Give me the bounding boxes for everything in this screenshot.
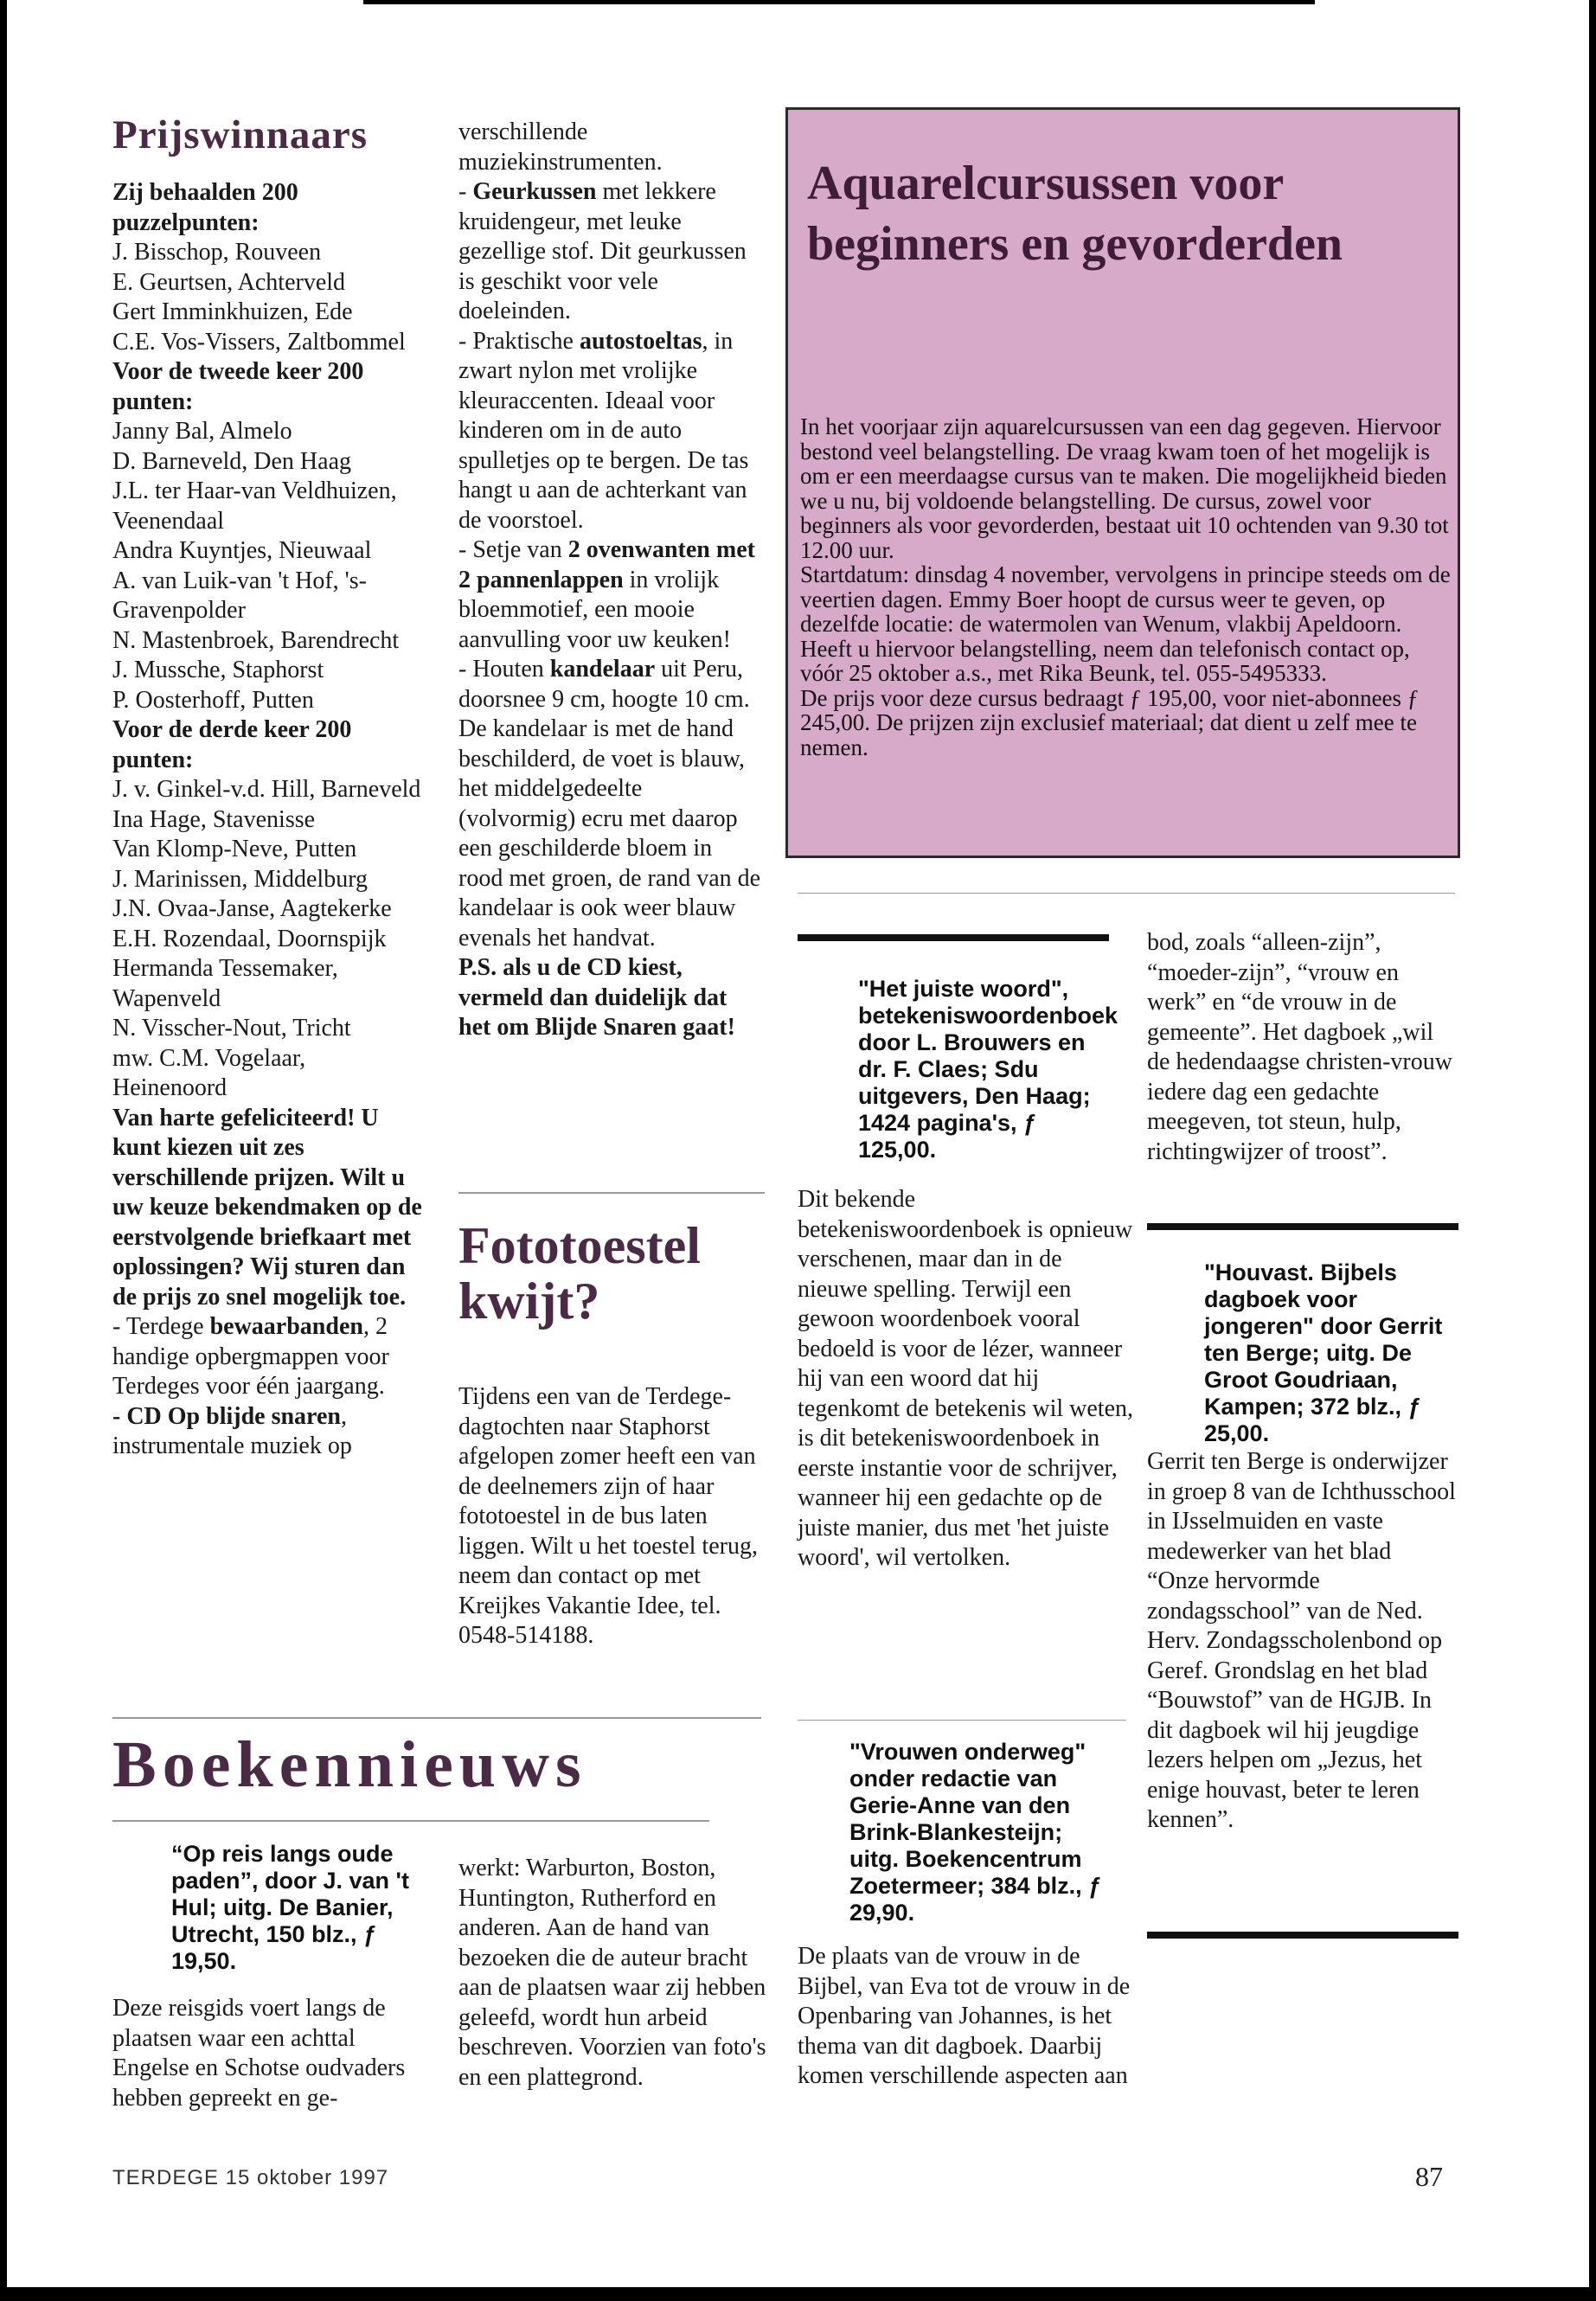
winner-name: J.L. ter Haar-van Veldhuizen, Veenendaal	[112, 478, 397, 535]
winner-name: P. Oosterhoff, Putten	[112, 686, 314, 714]
winner-name: J. v. Ginkel-v.d. Hill, Barneveld	[112, 776, 421, 803]
winner-name: N. Visscher-Nout, Tricht	[112, 1015, 351, 1042]
winner-list	[112, 178, 424, 1104]
review-reis-body	[112, 1994, 424, 2113]
review-reis-text-a: Deze reisgids voert langs de plaatsen waar een achttal Engelse en Schotse oudvaders hebben gepreekt en ge-	[112, 1995, 406, 2112]
winner-name: mw. C.M. Vogelaar, Heinenoord	[112, 1044, 306, 1101]
prijswinnaars-column	[112, 111, 424, 1462]
winner-name: Hermanda Tessemaker, Wapenveld	[112, 955, 338, 1012]
review-vrouwen-body: De plaats van de vrouw in de Bijbel, van Eva tot de vrouw in de Openbaring van Johannes, is het thema van dit dagboek. Daarbij komen verschillende aspecten aan	[798, 1943, 1131, 2089]
winner-name: Andra Kuyntjes, Nieuwaal	[112, 537, 372, 564]
divider-rule	[112, 1717, 761, 1719]
review-houvast-title: "Houvast. Bijbels dagboek voor jongeren" door Gerrit ten Berge; uitg. De Groot Goudriaan, Kampen; 372 blz., ƒ 25,00.	[1204, 1259, 1443, 1446]
review-woord-body: Dit bekende betekeniswoordenboek is opnieuw verschenen, maar dan in de nieuwe spelling. Terwijl een gewoon woordenboek vooral bedoeld is voor de lézer, wanneer hij van een woord dat hij tegenkomt de betekenis wil weten, is dit betekeniswoordenboek in eerste instantie voor de schrijver, wanneer hij een gedachte op de juiste manier, dus met 'het juiste woord', wil vertolken.	[798, 1186, 1133, 1571]
prize-item-bewaarbanden: - Terdege bewaarbanden, 2 handige opbergmappen voor Terdeges voor één jaargang.	[112, 1313, 389, 1400]
fototoestel-body: Tijdens een van de Terdege-dagtochten naar Staphorst afgelopen zomer heeft een van de deelnemers zijn of haar fototoestel in de bus laten liggen. Wilt u het toestel terug, neem dan contact op met Kreijkes Vakantie Idee, tel. 0548-514188.	[458, 1383, 758, 1649]
prize-item-ovenwanten: - Setje van 2 ovenwanten met 2 pannenlappen in vrolijk bloemmotief, een mooie aanvulling voor uw keuken!	[458, 536, 755, 653]
aquarel-paragraph: In het voorjaar zijn aquarelcursussen van een dag gegeven. Hiervoor bestond veel belangstelling. De vraag kwam toen of het mogelijk is om er een meerdaagse cursus van te maken. Die mogelijkheid bieden we u nu, bij voldoende belangstelling. De cursus, zowel voor beginners als voor gevorderden, bestaat uit 10 ochtenden van 9.30 tot 12.00 uur.	[800, 413, 1449, 563]
aquarel-box	[785, 107, 1460, 858]
page-frame-top	[363, 0, 1315, 4]
aquarel-title: Aquarelcursussen voor beginners en gevorderden	[807, 157, 1343, 271]
winner-name: Van Klomp-Neve, Putten	[112, 836, 357, 862]
review-woord-title: "Het juiste woord", betekeniswoordenboek door L. Brouwers en dr. F. Claes; Sdu uitgevers, Den Haag; 1424 pagina's, ƒ 125,00.	[858, 976, 1118, 1163]
review-reis-text-b: werkt: Warburton, Boston, Huntington, Rutherford en anderen. Aan de hand van bezoeken die de auteur bracht aan de plaatsen waar zij hebben geleefd, wordt hun arbeid beschreven. Voorzien van foto's en een plattegrond.	[458, 1855, 766, 2091]
aquarel-body	[800, 414, 1451, 760]
page-frame-right	[1589, 0, 1596, 2301]
review-houvast-body: Gerrit ten Berge is onderwijzer in groep 8 van de Ichthusschool in IJsselmuiden en vaste medewerker van het blad “Onze hervormde zondagsschool” van de Ned. Herv. Zondagsscholenbond op Geref. Grondslag en het blad “Bouwstof” van de HGJB. In dit dagboek wil hij jeugdige lezers helpen om „Jezus, het enige houvast, beter te leren kennen”.	[1147, 1448, 1456, 1833]
winner-name: E.H. Rozendaal, Doornspijk	[112, 925, 387, 952]
page-number: 87	[1415, 2161, 1443, 2192]
divider-rule	[798, 893, 1455, 894]
prize-item-kandelaar: - Houten kandelaar uit Peru, doorsnee 9 cm, hoogte 10 cm. De kandelaar is met de hand beschilderd, de voet is blauw, het middelgedeelte (volvormig) ecru met daarop een geschilderde bloem in rood met groen, de rand van de kandelaar is ook weer blauw evenals het handvat.	[458, 656, 761, 952]
winner-name: Janny Bal, Almelo	[112, 418, 292, 445]
winner-name: D. Barneveld, Den Haag	[112, 447, 352, 475]
review-vrouwen-title: "Vrouwen onderweg" onder redactie van Gerie-Anne van den Brink-Blankesteijn; uitg. Boekencentrum Zoetermeer; 384 blz., ƒ 29,90.	[849, 1739, 1102, 1926]
aquarel-paragraph: Startdatum: dinsdag 4 november, vervolgens in principe steeds om de veertien dagen. Emmy Boer hoopt de cursus weer te geven, op dezelfde locatie: de watermolen van Wenum, vlakbij Apeldoorn.	[800, 561, 1451, 637]
prizes-column	[458, 118, 761, 1043]
divider-rule	[112, 1820, 709, 1822]
congrats-text: Van harte gefeliciteerd! U kunt kiezen uit zes verschillende prijzen. Wilt u uw keuze bekendmaken op de eerstvolgende briefkaart met oplossingen? Wij sturen dan de prijs zo snel mogelijk toe.	[112, 1104, 422, 1311]
page-frame-left	[0, 0, 7, 2301]
winner-name: C.E. Vos-Vissers, Zaltbommel	[112, 328, 406, 356]
footer-issue: TERDEGE 15 oktober 1997	[112, 2166, 389, 2189]
review-reis-title: “Op reis langs oude paden”, door J. van 't Hul; uitg. De Banier, Utrecht, 150 blz., ƒ 19,50.	[171, 1841, 409, 1974]
prize-item-autostoeltas: - Praktische autostoeltas, in zwart nylon met vrolijke kleuraccenten. Ideaal voor kinderen om in de auto spulletjes op te bergen. De tas hangt u aan de achterkant van de voorstoel.	[458, 327, 749, 534]
review-bar	[798, 934, 1109, 941]
prize-continuation: verschillende muziekinstrumenten.	[458, 119, 663, 176]
winner-name: J. Marinissen, Middelburg	[112, 865, 369, 893]
winner-group-heading: Voor de tweede keer 200 punten:	[112, 358, 364, 415]
winner-name: J.N. Ovaa-Janse, Aagtekerke	[112, 895, 392, 922]
winner-name: Gert Imminkhuizen, Ede	[112, 298, 353, 325]
aquarel-paragraph: Heeft u hiervoor belangstelling, neem dan telefonisch contact op, vóór 25 oktober a.s., met Rika Beunk, tel. 055-5495333.	[800, 635, 1410, 686]
winner-group-heading: Voor de derde keer 200 punten:	[112, 716, 352, 773]
review-vrouwen-continuation: bod, zoals “alleen-zijn”, “moeder-zijn”, “vrouw en werk” en “de vrouw in de gemeente”. Het dagboek „wil de hedendaagse christen-vrouw iedere dag een gedachte meegeven, tot steun, hulp, richtingwijzer of troost”.	[1147, 929, 1452, 1165]
page-frame-bottom	[0, 2287, 1596, 2301]
winner-name: J. Mussche, Staphorst	[112, 657, 324, 683]
winner-name: Ina Hage, Stavenisse	[112, 805, 316, 833]
ps-note: P.S. als u de CD kiest, vermeld dan duidelijk dat het om Blijde Snaren gaat!	[458, 954, 735, 1041]
aquarel-paragraph: De prijs voor deze cursus bedraagt ƒ 195,00, voor niet-abonnees ƒ 245,00. De prijzen zijn exclusief materiaal; dat dient u zelf mee te nemen.	[800, 684, 1420, 760]
prijswinnaars-title: Prijswinnaars	[112, 112, 368, 157]
divider-rule	[458, 1192, 765, 1194]
winner-name: A. van Luik-van 't Hof, 's-Gravenpolder	[112, 567, 367, 624]
review-houvast-header	[1147, 1223, 1458, 1447]
review-woord-header	[798, 934, 1118, 1163]
review-bar	[1147, 1223, 1458, 1230]
prize-item-geurkussen: - Geurkussen met lekkere kruidengeur, met leuke gezellige stof. Dit geurkussen is geschikt voor vele doeleinden.	[458, 178, 747, 324]
winner-group-heading: Zij behaalden 200 puzzelpunten:	[112, 179, 298, 236]
winner-name: E. Geurtsen, Achterveld	[112, 268, 346, 296]
fototoestel-title: Fototoestel kwijt?	[458, 1217, 701, 1330]
review-reis-continuation	[458, 1854, 770, 2093]
boekennieuws-title: Boekennieuws	[112, 1728, 587, 1801]
winner-name: J. Bisschop, Rouveen	[112, 239, 322, 266]
divider-rule	[798, 1720, 1126, 1721]
winner-name: N. Mastenbroek, Barendrecht	[112, 626, 400, 654]
review-end-bar	[1147, 1932, 1458, 1939]
prize-item-cd: - CD Op blijde snaren, instrumentale muziek op	[112, 1402, 352, 1459]
